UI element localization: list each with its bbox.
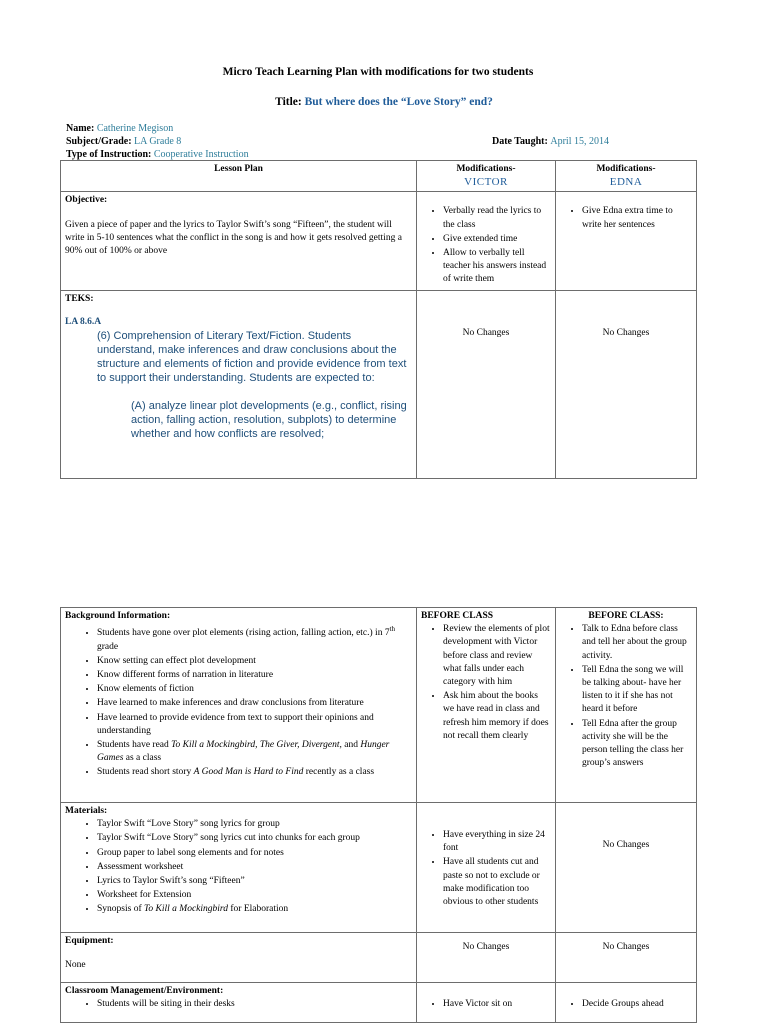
list-item: • Students have read To Kill a Mockingbird, The Giver, Divergent, and Hunger Games as a class	[97, 739, 412, 765]
list-item: • Students have gone over plot elements (rising action, falling action, etc.) in 7th grade	[97, 623, 412, 654]
background-victor-cell	[417, 608, 556, 803]
list-item: • Have learned to provide evidence from text to support their opinions and understanding	[97, 712, 412, 738]
list-item: • Have learned to make inferences and draw conclusions from literature	[97, 697, 412, 710]
equipment-edna-cell: No Changes	[556, 933, 697, 983]
list-item: • Assessment worksheet	[97, 861, 412, 874]
equipment-row	[61, 933, 697, 983]
table-header-row	[61, 161, 697, 192]
equipment-text: None	[65, 960, 86, 971]
list-item: • Know elements of fiction	[97, 683, 412, 696]
before-class-heading: BEFORE CLASS:	[588, 611, 664, 621]
classroom-cell	[61, 983, 417, 1023]
objective-heading: Objective:	[65, 195, 108, 206]
background-heading: Background Information:	[65, 611, 171, 621]
lesson-plan-table-continued	[60, 607, 697, 1023]
teks-code: LA 8.6.A	[65, 316, 102, 327]
col-mod-edna-label: Modifications-	[596, 164, 656, 174]
materials-victor-cell	[417, 803, 556, 933]
objective-row	[61, 192, 697, 290]
teacher-name	[66, 122, 173, 135]
lesson-plan-table	[60, 160, 697, 479]
list-item: • Ask him about the books we have read in class and refresh him memory if does not recall them clearly	[443, 690, 551, 743]
name-value: Catherine Megison	[96, 123, 174, 134]
list-item: • Have Victor sit on	[443, 998, 551, 1011]
instruction-value: Cooperative Instruction	[153, 149, 249, 160]
teks-edna-cell: No Changes	[556, 290, 697, 478]
lesson-title	[0, 96, 768, 108]
col-lesson-plan: Lesson Plan	[61, 161, 417, 192]
list-item: • Taylor Swift “Love Story” song lyrics cut into chunks for each group	[97, 832, 412, 845]
equipment-heading: Equipment:	[65, 936, 114, 946]
list-item: • Know setting can effect plot development	[97, 655, 412, 668]
subject-value: LA Grade 8	[134, 136, 182, 147]
instruction-label: Type of Instruction:	[66, 149, 152, 160]
lesson-title-value: But where does the “Love Story” end?	[304, 96, 493, 108]
subject-grade	[66, 135, 181, 148]
teks-heading: TEKS:	[65, 293, 94, 304]
teks-paragraph-a: (A) analyze linear plot developments (e.g., conflict, rising action, falling action, resolution, subplots) to determine whether and how conflicts are resolved;	[131, 400, 407, 441]
background-row	[61, 608, 697, 803]
list-item: • Verbally read the lyrics to the class	[443, 205, 551, 231]
objective-text: Given a piece of paper and the lyrics to Taylor Swift’s song “Fifteen”, the student will write in 5-10 sentences what the conflict in the song is and how it gets resolved getting a 90% out of 100% or above	[65, 219, 402, 257]
col-mod-edna-name: EDNA	[609, 176, 643, 189]
teks-cell	[61, 290, 417, 478]
materials-heading: Materials:	[65, 806, 108, 816]
list-item: • Group paper to label song elements and for notes	[97, 847, 412, 860]
equipment-victor-cell: No Changes	[417, 933, 556, 983]
background-cell	[61, 608, 417, 803]
list-item: • Students read short story A Good Man is Hard to Find recently as a class	[97, 766, 412, 779]
materials-row	[61, 803, 697, 933]
list-item: • Synopsis of To Kill a Mockingbird for Elaboration	[97, 903, 412, 916]
list-item: • Have all students cut and paste so not to exclude or make modification too obvious to other students	[443, 856, 551, 909]
objective-victor-cell	[417, 192, 556, 290]
teks-row	[61, 290, 697, 478]
name-label: Name:	[66, 123, 95, 134]
date-taught	[492, 135, 609, 148]
list-item: • Give extended time	[443, 233, 551, 246]
before-class-heading: BEFORE CLASS	[421, 611, 494, 621]
list-item: • Give Edna extra time to write her sentences	[582, 205, 692, 231]
teks-paragraph-6: (6) Comprehension of Literary Text/Fiction. Students understand, make inferences and draw conclusions about the structure and elements of fiction and provide evidence from text to support their understanding. Students are expected to:	[97, 330, 407, 385]
col-mod-victor-label: Modifications-	[456, 164, 516, 174]
objective-edna-cell	[556, 192, 697, 290]
list-item: • Decide Groups ahead	[582, 998, 692, 1011]
col-mod-victor-name: VICTOR	[464, 176, 508, 189]
list-item: • Review the elements of plot development with Victor before class and review what falls under each category with him	[443, 623, 551, 689]
list-item: • Have everything in size 24 font	[443, 829, 551, 855]
list-item: • Lyrics to Taylor Swift’s song “Fifteen”	[97, 875, 412, 888]
lesson-title-label: Title:	[275, 96, 302, 108]
list-item: • Tell Edna after the group activity she will be the person telling the class her group’s answers	[582, 718, 692, 771]
classroom-row	[61, 983, 697, 1023]
list-item: • Worksheet for Extension	[97, 889, 412, 902]
classroom-victor-cell	[417, 983, 556, 1023]
subject-label: Subject/Grade:	[66, 136, 132, 147]
list-item: • Taylor Swift “Love Story” song lyrics for group	[97, 818, 412, 831]
list-item: • Talk to Edna before class and tell her about the group activity.	[582, 623, 692, 663]
materials-cell	[61, 803, 417, 933]
date-label: Date Taught:	[492, 136, 548, 147]
list-item: • Allow to verbally tell teacher his answers instead of write them	[443, 247, 551, 287]
teks-victor-cell: No Changes	[417, 290, 556, 478]
equipment-cell	[61, 933, 417, 983]
list-item: • Students will be siting in their desks	[97, 998, 412, 1011]
objective-cell	[61, 192, 417, 290]
materials-edna-cell: No Changes	[556, 803, 697, 933]
col-mod-victor	[417, 161, 556, 192]
classroom-heading: Classroom Management/Environment:	[65, 986, 224, 996]
col-mod-edna	[556, 161, 697, 192]
list-item: • Tell Edna the song we will be talking about- have her listen to it if she has not heard it before	[582, 664, 692, 717]
classroom-edna-cell	[556, 983, 697, 1023]
page-title: Micro Teach Learning Plan with modifications for two students	[222, 66, 534, 78]
list-item: • Know different forms of narration in literature	[97, 669, 412, 682]
background-edna-cell	[556, 608, 697, 803]
date-value: April 15, 2014	[550, 136, 609, 147]
